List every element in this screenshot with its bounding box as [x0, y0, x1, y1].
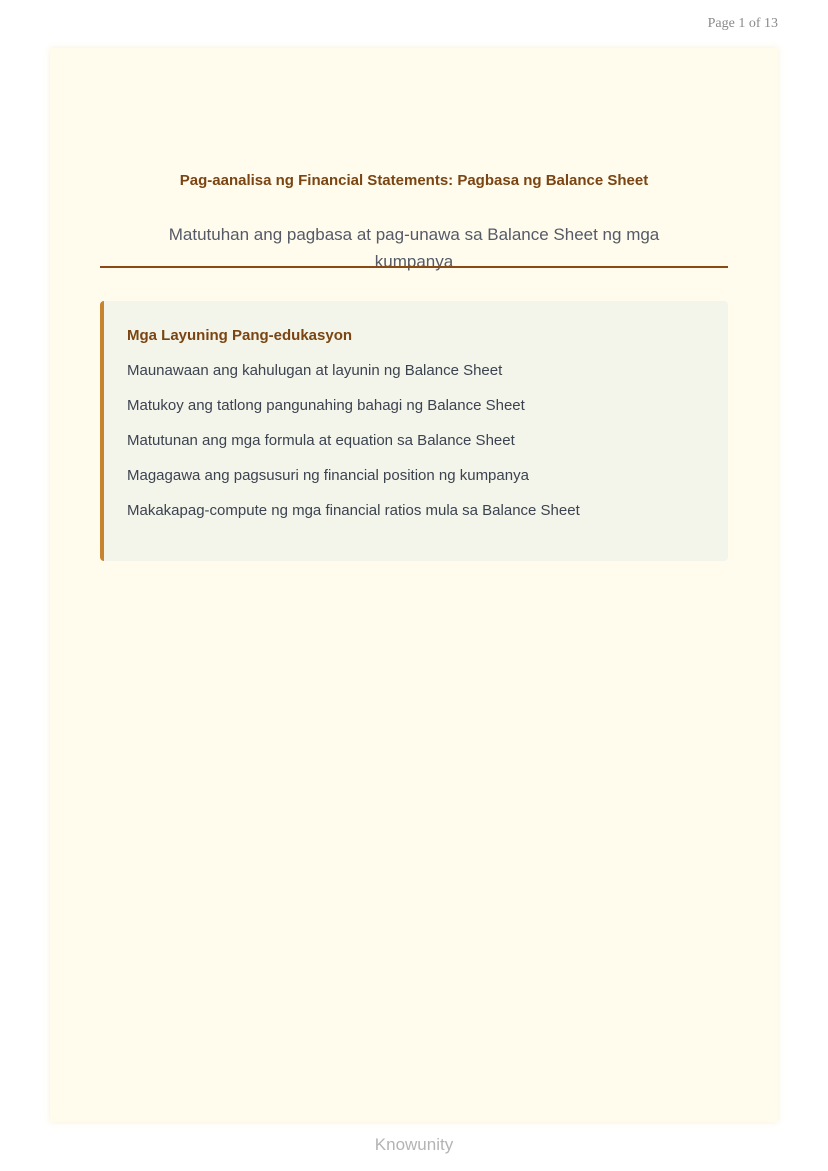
objectives-heading: Mga Layuning Pang-edukasyon — [127, 327, 353, 344]
document-subtitle: Matutuhan ang pagbasa at pag-unawa sa Balance Sheet ng mga kumpanya — [168, 225, 660, 271]
objective-item: Matukoy ang tatlong pangunahing bahagi ng Balance Sheet — [127, 397, 525, 414]
objective-item: Matutunan ang mga formula at equation sa Balance Sheet — [127, 432, 515, 449]
objectives-list — [127, 362, 580, 537]
objective-item: Maunawaan ang kahulugan at layunin ng Balance Sheet — [127, 362, 503, 379]
objective-item: Makakapag-compute ng mga financial ratios mula sa Balance Sheet — [127, 502, 580, 519]
document-page — [50, 48, 778, 1122]
learning-objectives-box — [100, 301, 728, 561]
objective-item: Magagawa ang pagsusuri ng financial position ng kumpanya — [127, 467, 529, 484]
footer-brand: Knowunity — [374, 1135, 454, 1154]
page-number: Page 1 of 13 — [707, 16, 778, 31]
document-title: Pag-aanalisa ng Financial Statements: Pagbasa ng Balance Sheet — [179, 172, 649, 189]
title-divider — [100, 266, 728, 268]
